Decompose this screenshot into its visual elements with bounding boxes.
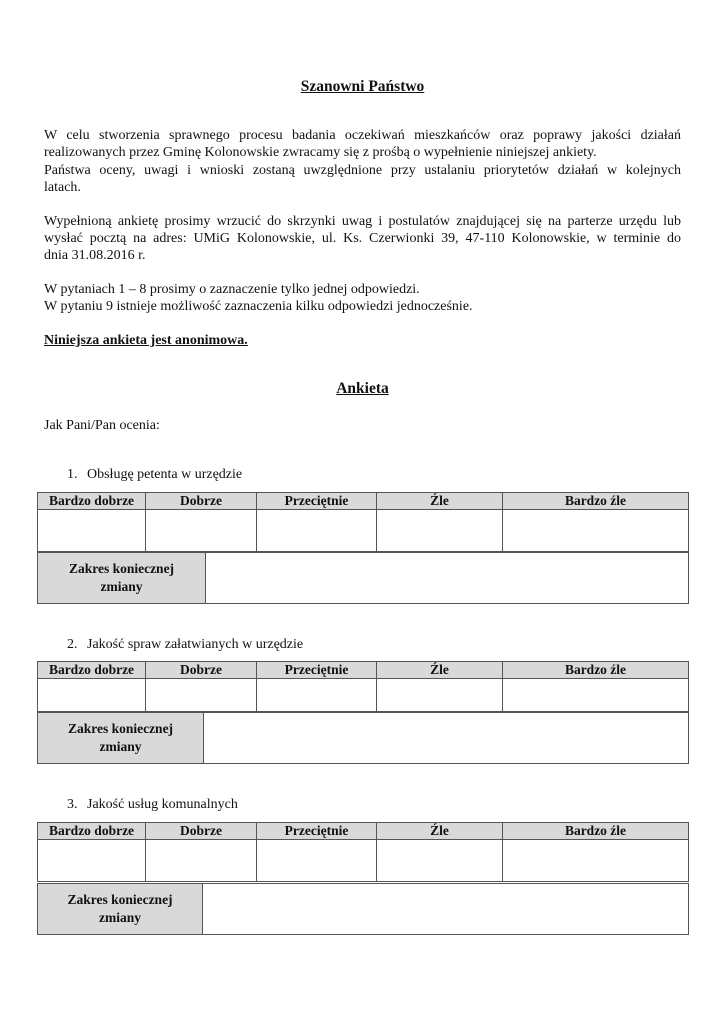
intro-line: realizowanych przez Gminę Kolonowskie zwracamy się z prośbą o wypełnienie niniejszej ankiety. bbox=[44, 145, 597, 160]
intro-line: wysłać pocztą na adres: UMiG Kolonowskie, ul. Ks. Czerwionki 39, 47-110 Kolonowskie, w terminie do bbox=[44, 231, 681, 246]
question-3-title bbox=[67, 797, 238, 813]
rating-cell-bardzo-zle[interactable] bbox=[503, 679, 689, 712]
rating-cell-przecietnie[interactable] bbox=[257, 679, 377, 712]
change-scope-label-line: Zakres koniecznej bbox=[67, 721, 174, 736]
change-scope-field[interactable] bbox=[203, 884, 689, 935]
rating-cell-bardzo-zle[interactable] bbox=[503, 510, 689, 552]
intro-line: latach. bbox=[44, 180, 81, 195]
anonymous-notice: Niniejsza ankieta jest anonimowa. bbox=[44, 333, 248, 348]
intro-line: Państwa oceny, uwagi i wnioski zostaną uwzględnione przy ustalaniu priorytetów działań w kolejnych bbox=[44, 163, 681, 178]
rating-header-zle: Źle bbox=[377, 823, 503, 840]
question-3-table bbox=[37, 822, 689, 882]
question-text: Jakość spraw załatwianych w urzędzie bbox=[87, 637, 304, 652]
question-1-table bbox=[37, 492, 689, 552]
question-number: 1. bbox=[67, 467, 78, 482]
rating-header-bardzo-zle: Bardzo źle bbox=[503, 823, 689, 840]
rating-header-bardzo-zle: Bardzo źle bbox=[503, 662, 689, 679]
question-text: Obsługę petenta w urzędzie bbox=[87, 467, 243, 482]
change-scope-label bbox=[38, 713, 204, 764]
rating-cell-bardzo-dobrze[interactable] bbox=[38, 510, 146, 552]
rating-cell-zle[interactable] bbox=[377, 840, 503, 882]
rating-header-bardzo-zle: Bardzo źle bbox=[503, 493, 689, 510]
change-scope-label bbox=[38, 884, 203, 935]
rating-cell-dobrze[interactable] bbox=[146, 679, 257, 712]
intro-line: W celu stworzenia sprawnego procesu badania oczekiwań mieszkańców oraz poprawy jakości działań bbox=[44, 128, 681, 143]
rating-cell-bardzo-zle[interactable] bbox=[503, 840, 689, 882]
rating-header-bardzo-dobrze: Bardzo dobrze bbox=[38, 493, 146, 510]
change-scope-field[interactable] bbox=[206, 553, 689, 604]
rating-header-dobrze: Dobrze bbox=[146, 493, 257, 510]
question-3-change-table bbox=[37, 883, 689, 935]
rating-cell-dobrze[interactable] bbox=[146, 840, 257, 882]
rating-header-dobrze: Dobrze bbox=[146, 823, 257, 840]
question-number: 3. bbox=[67, 797, 78, 812]
rating-cell-przecietnie[interactable] bbox=[257, 510, 377, 552]
rating-cell-zle[interactable] bbox=[377, 679, 503, 712]
rating-cell-dobrze[interactable] bbox=[146, 510, 257, 552]
rating-cell-zle[interactable] bbox=[377, 510, 503, 552]
rating-header-bardzo-dobrze: Bardzo dobrze bbox=[38, 662, 146, 679]
rating-header-dobrze: Dobrze bbox=[146, 662, 257, 679]
rating-cell-bardzo-dobrze[interactable] bbox=[38, 679, 146, 712]
intro-line: W pytaniu 9 istnieje możliwość zaznaczenia kilku odpowiedzi jednocześnie. bbox=[44, 299, 473, 314]
question-2-title bbox=[67, 637, 303, 653]
change-scope-label-line: zmiany bbox=[99, 739, 142, 754]
rating-cell-bardzo-dobrze[interactable] bbox=[38, 840, 146, 882]
change-scope-label-line: zmiany bbox=[100, 579, 143, 594]
intro-line: dnia 31.08.2016 r. bbox=[44, 248, 146, 263]
question-number: 2. bbox=[67, 637, 78, 652]
rating-cell-przecietnie[interactable] bbox=[257, 840, 377, 882]
survey-prompt: Jak Pani/Pan ocenia: bbox=[44, 418, 160, 433]
intro-line: W pytaniach 1 – 8 prosimy o zaznaczenie tylko jednej odpowiedzi. bbox=[44, 282, 420, 297]
change-scope-label bbox=[38, 553, 206, 604]
rating-header-przecietnie: Przeciętnie bbox=[257, 823, 377, 840]
survey-title: Ankieta bbox=[336, 380, 389, 397]
rating-header-przecietnie: Przeciętnie bbox=[257, 493, 377, 510]
rating-header-przecietnie: Przeciętnie bbox=[257, 662, 377, 679]
rating-header-zle: Źle bbox=[377, 493, 503, 510]
rating-header-zle: Źle bbox=[377, 662, 503, 679]
change-scope-field[interactable] bbox=[204, 713, 689, 764]
page-title: Szanowni Państwo bbox=[300, 78, 425, 95]
question-text: Jakość usług komunalnych bbox=[87, 797, 238, 812]
question-2-table bbox=[37, 661, 689, 712]
rating-header-bardzo-dobrze: Bardzo dobrze bbox=[38, 823, 146, 840]
change-scope-label-line: Zakres koniecznej bbox=[67, 892, 173, 907]
intro-line: Wypełnioną ankietę prosimy wrzucić do skrzynki uwag i postulatów znajdującej się na parterze urzędu lub bbox=[44, 214, 681, 229]
question-1-title bbox=[67, 467, 242, 483]
change-scope-label-line: Zakres koniecznej bbox=[68, 561, 175, 576]
question-2-change-table bbox=[37, 712, 689, 764]
change-scope-label-line: zmiany bbox=[99, 910, 141, 925]
question-1-change-table bbox=[37, 552, 689, 604]
